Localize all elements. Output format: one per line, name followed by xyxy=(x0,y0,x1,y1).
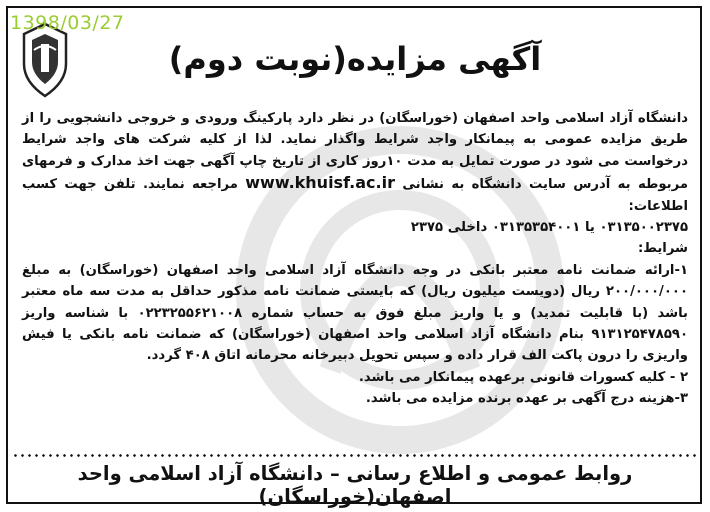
intro-paragraph xyxy=(22,108,688,217)
page-title: آگهی مزایده(نوبت دوم) xyxy=(168,40,542,78)
conditions-heading: شرایط: xyxy=(637,241,688,257)
condition-item-2: ۲ - کلیه کسورات قانونی برعهده پیمانکار می باشد. xyxy=(358,369,688,385)
intro-text-after: مراجعه نمایند. تلفن جهت کسب اطلاعات: xyxy=(22,177,688,214)
intro-text: دانشگاه آزاد اسلامی واحد اصفهان (خوراسگان) در نظر دارد پارکینگ ورودی و خروجی دانشجویی را از طریق مزایده عمومی به پیمانکار واجد شرایط واگذار نماید. لذا از کلیه شرکت های واجد شرایط درخواست می شود در صورت تمایل به مدت ۱۰روز کاری از تاریخ چاپ آگهی جهت اخذ مدارک و فرمهای مربوطه به آدرس سایت دانشگاه به نشانی xyxy=(22,111,688,193)
phone-numbers: ۰۳۱۳۵۰۰۲۳۷۵ یا ۰۳۱۳۵۳۵۴۰۰۱ داخلی ۲۳۷۵ xyxy=(410,220,688,236)
footer-divider xyxy=(12,452,698,460)
publication-date: 1398/03/27 xyxy=(10,12,125,34)
website-link[interactable]: www.khuisf.ac.ir xyxy=(245,173,395,193)
condition-item-3: ۳-هزینه درج آگهی بر عهده برنده مزایده می باشد. xyxy=(365,391,688,407)
footer-credit: روابط عمومی و اطلاع رسانی – دانشگاه آزاد اسلامی واحد اصفهان(خوراسگان) xyxy=(77,462,633,508)
ad-body xyxy=(22,108,688,410)
condition-item-1: ۱-ارائه ضمانت نامه معتبر بانکی در وجه دانشگاه آزاد اسلامی واحد اصفهان (خوراسگان) به مبلغ ۲۰۰/۰۰۰/۰۰۰ ریال (دویست میلیون ریال) که بایستی ضمانت نامه مذکور حداقل به مدت سه ماه معتبر باشد (با قابلیت تمدید) و یا واریز مبلغ فوق به حساب شماره ۰۲۲۳۲۵۵۶۲۱۰۰۸ با شناسه واریز ۹۱۳۱۲۵۴۷۸۵۹۰ بنام دانشگاه آزاد اسلامی واحد اصفهان (خوراسگان) که ضمانت نامه بانکی یا فیش واریزی را درون پاکت الف قرار داده و سپس تحویل دبیرخانه محرمانه اتاق ۴۰۸ گردد. xyxy=(22,262,688,364)
